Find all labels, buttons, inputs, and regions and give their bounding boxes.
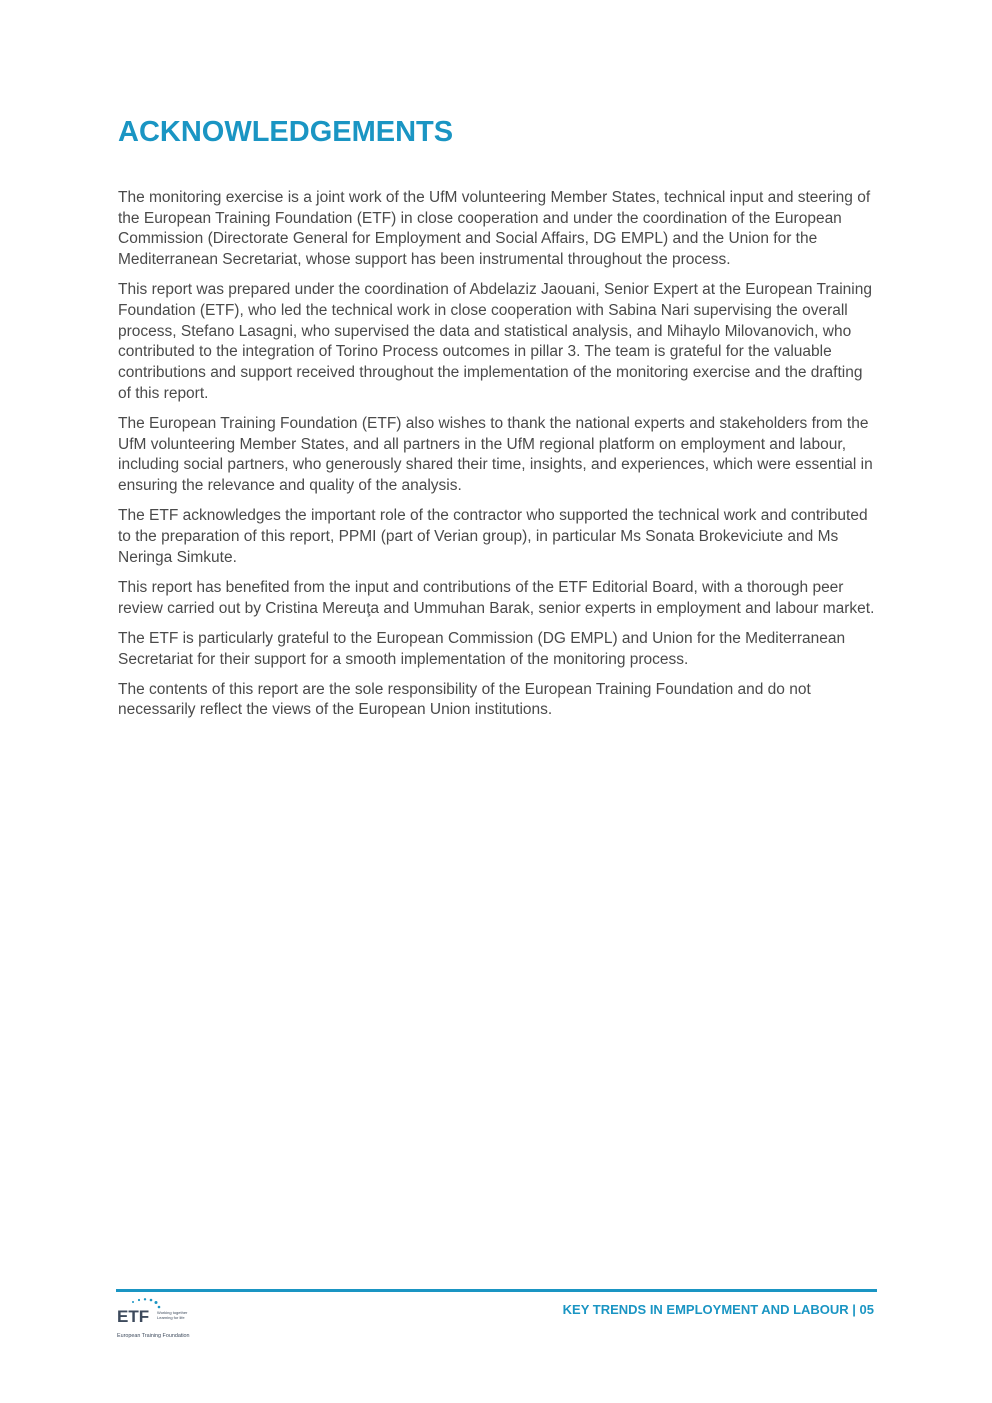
paragraph: The ETF acknowledges the important role of the contractor who supported the technical work and contributed to the preparation of this report, PPMI (part of Verian group), in particular Ms Sonata Brokeviciute and Ms Neringa Simkute. [118,507,868,566]
paragraph: The contents of this report are the sole responsibility of the European Training Foundation and do not necessarily reflect the views of the European Union institutions. [118,680,811,719]
page-title: ACKNOWLEDGEMENTS [118,116,454,148]
logo-organisation: European Training Foundation [117,1333,190,1339]
etf-logo [117,1297,207,1341]
paragraph: The monitoring exercise is a joint work of the UfM volunteering Member States, technical input and steering of the European Training Foundation (ETF) in close cooperation and under the coordination of the European Commission (Directorate General for Employment and Social Affairs, DG EMPL) and the Union for the Mediterranean Secretariat, whose support has been instrumental throughout the process. [118,189,871,269]
running-title-page-number: KEY TRENDS IN EMPLOYMENT AND LABOUR | 05 [562,1302,874,1317]
paragraph: The European Training Foundation (ETF) also wishes to thank the national experts and stakeholders from the UfM volunteering Member States, and all partners in the UfM regional platform on employment and labour, including social partners, who generously shared their time, insights, and experiences, which were essential in ensuring the relevance and quality of the analysis. [118,415,873,495]
paragraph: The ETF is particularly grateful to the European Commission (DG EMPL) and Union for the Mediterranean Secretariat for their support for a smooth implementation of the monitoring process. [118,629,846,668]
footer-divider [116,1289,877,1292]
logo-tagline-1: Working together [157,1310,188,1315]
logo-tagline-2: Learning for life [157,1315,185,1320]
paragraph: This report was prepared under the coordination of Abdelaziz Jaouani, Senior Expert at the European Training Foundation (ETF), who led the technical work in close cooperation with Sabina Nari supervising the overall process, Stefano Lasagni, who supervised the data and statistical analysis, and Mihaylo Milovanovich, who contributed to the integration of Torino Process outcomes in pillar 3. The team is grateful for the valuable contributions and support received throughout the implementation of the monitoring exercise and the drafting of this report. [118,281,872,402]
acknowledgements-body [118,188,878,731]
logo-letters: ETF [117,1307,150,1326]
paragraph: This report has benefited from the input and contributions of the ETF Editorial Board, with a thorough peer review carried out by Cristina Mereuţa and Ummuhan Barak, senior experts in employment and labour market. [118,578,875,617]
